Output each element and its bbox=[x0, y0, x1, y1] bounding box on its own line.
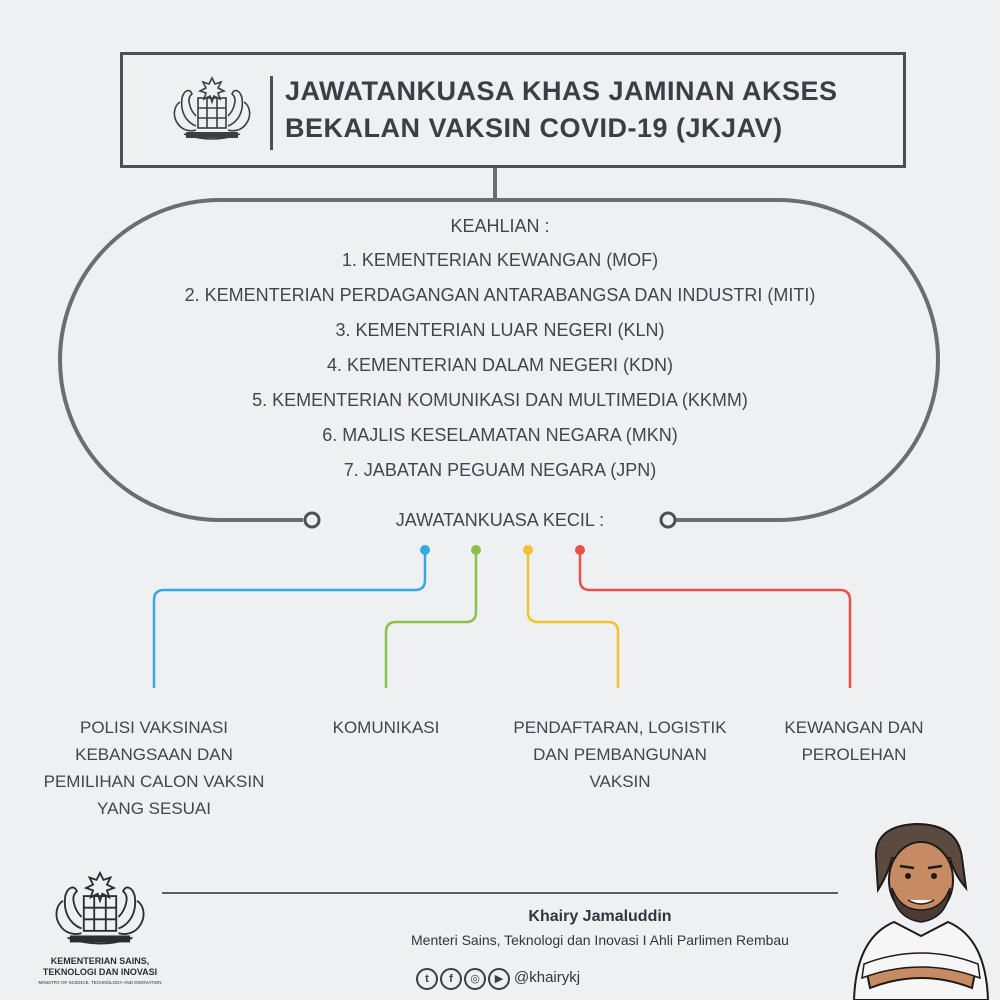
facebook-icon[interactable]: f bbox=[440, 968, 462, 990]
branch-dot-finance bbox=[575, 545, 585, 555]
branch-dot-logistics bbox=[523, 545, 533, 555]
social-handle[interactable]: @khairykj bbox=[514, 969, 581, 986]
subcommittee-vaccination-policy: POLISI VAKSINASI KEBANGSAAN DAN PEMILIHAN CALON VAKSIN YANG SESUAI bbox=[43, 718, 265, 818]
branch-line-logistics bbox=[528, 551, 618, 688]
title-line-1: JAWATANKUASA KHAS JAMINAN AKSES bbox=[285, 76, 838, 106]
member-item: 7. JABATAN PEGUAM NEGARA (JPN) bbox=[343, 460, 657, 480]
member-item: 1. KEMENTERIAN KEWANGAN (MOF) bbox=[341, 250, 659, 270]
youtube-icon[interactable]: ▶ bbox=[488, 968, 510, 990]
ministry-name-english: MINISTRY OF SCIENCE, TECHNOLOGY AND INNOVATION bbox=[38, 980, 162, 985]
author-role: Menteri Sains, Teknologi dan Inovasi I Ahli Parlimen Rembau bbox=[411, 932, 789, 948]
ministry-coat-of-arms-icon bbox=[36, 866, 164, 954]
branch-dot-vaccination-policy bbox=[420, 545, 430, 555]
title-line-2: BEKALAN VAKSIN COVID-19 (JKJAV) bbox=[285, 113, 783, 143]
branch-dot-communication bbox=[471, 545, 481, 555]
branch-line-finance bbox=[580, 551, 850, 688]
author-portrait-illustration bbox=[846, 818, 996, 1000]
author-name: Khairy Jamaluddin bbox=[528, 908, 672, 925]
member-item: 5. KEMENTERIAN KOMUNIKASI DAN MULTIMEDIA (KKMM) bbox=[252, 390, 748, 410]
subcommittee-logistics: PENDAFTARAN, LOGISTIK DAN PEMBANGUNAN VAKSIN bbox=[513, 718, 727, 791]
member-item: 2. KEMENTERIAN PERDAGANGAN ANTARABANGSA DAN INDUSTRI (MITI) bbox=[184, 285, 816, 305]
member-item: 4. KEMENTERIAN DALAM NEGERI (KDN) bbox=[326, 355, 674, 375]
branch-line-communication bbox=[386, 551, 476, 688]
instagram-icon[interactable]: ◎ bbox=[464, 968, 486, 990]
footer-divider bbox=[162, 892, 838, 894]
ministry-name: KEMENTERIAN SAINS, TEKNOLOGI DAN INOVASI bbox=[42, 956, 158, 977]
branch-line-vaccination-policy bbox=[154, 551, 425, 688]
subcommittee-finance: KEWANGAN DAN PEROLEHAN bbox=[784, 718, 924, 764]
subcommittee-heading: JAWATANKUASA KECIL : bbox=[395, 510, 605, 530]
membership-heading: KEAHLIAN : bbox=[450, 216, 550, 236]
member-item: 3. KEMENTERIAN LUAR NEGERI (KLN) bbox=[335, 320, 665, 340]
subcommittee-communication: KOMUNIKASI bbox=[332, 718, 440, 737]
twitter-icon[interactable]: t bbox=[416, 968, 438, 990]
member-item: 6. MAJLIS KESELAMATAN NEGARA (MKN) bbox=[322, 425, 678, 445]
